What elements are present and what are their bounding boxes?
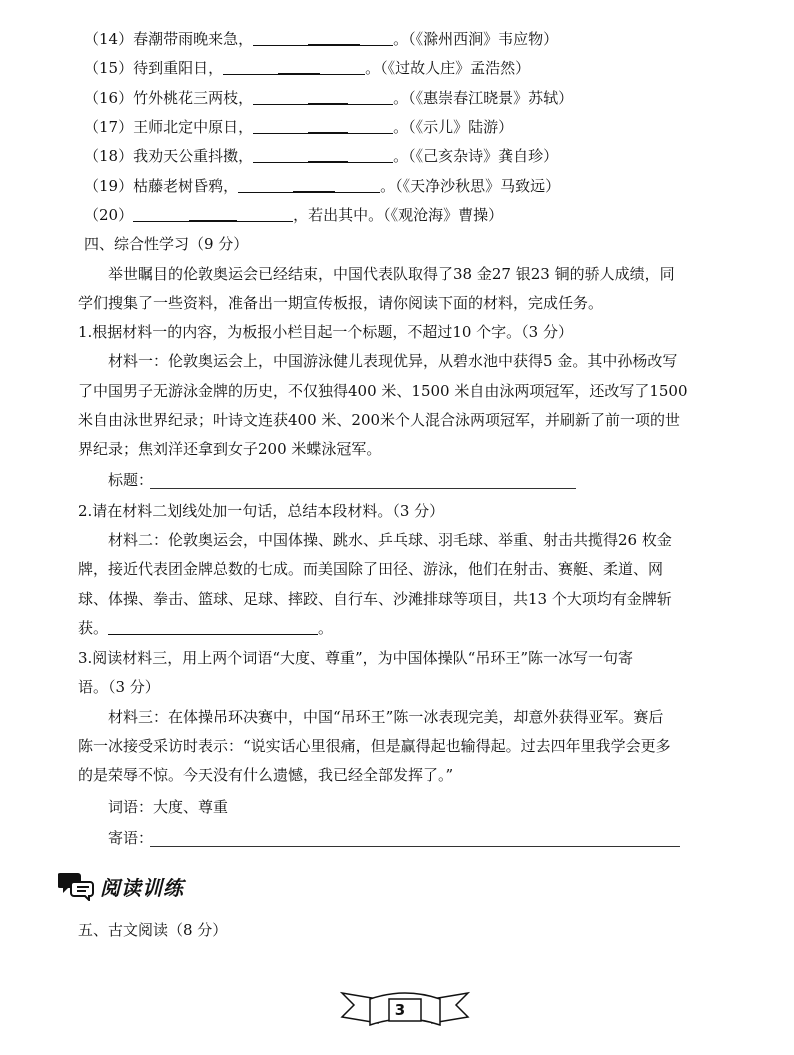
material-3-line-2: 陈一冰接受采访时表示：“说实话心里很痛，但是赢得起也输得起。过去四年里我学会更多 [78,737,671,755]
reading-training-banner [58,870,184,902]
poem-line-15 [84,57,530,79]
question-2: 2.请在材料二划线处加一句话，总结本段材料。（3 分） [78,502,445,520]
answer-blank[interactable] [253,118,393,134]
poem-number: （15） [84,59,134,77]
material-2-line-4 [78,617,333,639]
poem-source: 。（《示儿》陆游） [393,118,514,136]
words-line: 词语：大度、尊重 [108,798,229,816]
section5-heading: 五、古文阅读（8 分） [78,921,228,939]
answer-blank[interactable] [238,177,380,193]
material-2-line-1: 材料二：伦敦奥运会，中国体操、跳水、乒乓球、羽毛球、举重、射击共揽得26 枚金 [108,531,672,549]
poem-number: （17） [84,118,134,136]
poem-number: （16） [84,89,134,107]
intro-line-1: 举世瞩目的伦敦奥运会已经结束，中国代表队取得了38 金27 银23 铜的骄人成绩，同 [108,265,675,283]
poem-line-19 [84,175,560,197]
poem-number: （19） [84,177,134,195]
question-3-line-1: 3.阅读材料三，用上两个词语“大度、尊重”，为中国体操队“吊环王”陈一冰写一句寄 [78,649,633,667]
poem-number: （14） [84,30,134,48]
material-1-line-3: 米自由泳世界纪录；叶诗文连获400 米、200米个人混合泳两项冠军，并刷新了前一项的世 [78,411,681,429]
answer-blank[interactable] [253,147,393,163]
material-2-line-4-start: 获。 [78,619,109,637]
question-1: 1.根据材料一的内容，为板报小栏目起一个标题，不超过10 个字。（3 分） [78,323,573,341]
section4-heading: 四、综合性学习（9 分） [84,235,249,253]
poem-number: （20） [84,206,134,224]
poem-line-16 [84,87,573,109]
poem-text: 我劝天公重抖擞， [133,147,254,165]
poem-source: 。（《天净沙秋思》马致远） [380,177,561,195]
poem-source: 。（《过故人庄》孟浩然） [365,59,531,77]
banner-title: 阅读训练 [100,875,184,900]
poem-source: ，若出其中。（《观沧海》曹操） [293,206,504,224]
title-label: 标题： [108,471,154,489]
poem-line-20 [84,204,503,226]
poem-source: 。（《己亥杂诗》龚自珍） [393,147,559,165]
intro-line-2: 学们搜集了一些资料，准备出一期宣传板报，请你阅读下面的材料，完成任务。 [78,294,604,312]
poem-source: 。（《惠崇春江晓景》苏轼） [393,89,574,107]
poem-line-17 [84,116,513,138]
answer-blank[interactable] [223,59,365,75]
answer-blank[interactable] [253,30,393,46]
poem-text: 待到重阳日， [133,59,224,77]
material-1-line-4: 界纪录；焦刘洋还拿到女子200 米蝶泳冠军。 [78,440,382,458]
question-3-line-2: 语。（3 分） [78,678,160,696]
material-3-line-1: 材料三：在体操吊环决赛中，中国“吊环王”陈一冰表现完美，却意外获得亚军。赛后 [108,708,664,726]
poem-text: 王师北定中原日， [133,118,254,136]
material-2-line-4-end: 。 [318,619,334,637]
material-2-line-3: 球、体操、拳击、篮球、足球、摔跤、自行车、沙滩排球等项目，共13 个大项均有金牌斩 [78,590,672,608]
material-1-line-2: 了中国男子无游泳金牌的历史，不仅独得400 米、1500 米自由泳两项冠军，还改写了1500 [78,382,688,400]
answer-blank[interactable] [133,206,293,222]
poem-source: 。（《滁州西涧》韦应物） [393,30,559,48]
speech-bubbles-icon [58,871,96,901]
poem-line-18 [84,145,558,167]
material-2-line-2: 牌，接近代表团金牌总数的七成。而美国除了田径、游泳，他们在射击、赛艇、柔道、网 [78,560,664,578]
material-3-line-3: 的是荣辱不惊。今天没有什么遗憾，我已经全部发挥了。” [78,766,454,784]
material-1-line-1: 材料一：伦敦奥运会上，中国游泳健儿表现优异，从碧水池中获得5 金。其中孙杨改写 [108,352,678,370]
page-number: 3 [394,1001,406,1019]
answer-blank[interactable] [253,89,393,105]
poem-number: （18） [84,147,134,165]
poem-line-14 [84,28,558,50]
summary-answer-blank[interactable] [108,619,318,635]
title-answer-line[interactable] [150,488,576,489]
poem-text: 竹外桃花三两枝， [133,89,254,107]
poem-text: 春潮带雨晚来急， [133,30,254,48]
poem-text: 枯藤老树昏鸦， [133,177,239,195]
message-answer-line[interactable] [150,846,680,847]
message-label: 寄语： [108,829,154,847]
